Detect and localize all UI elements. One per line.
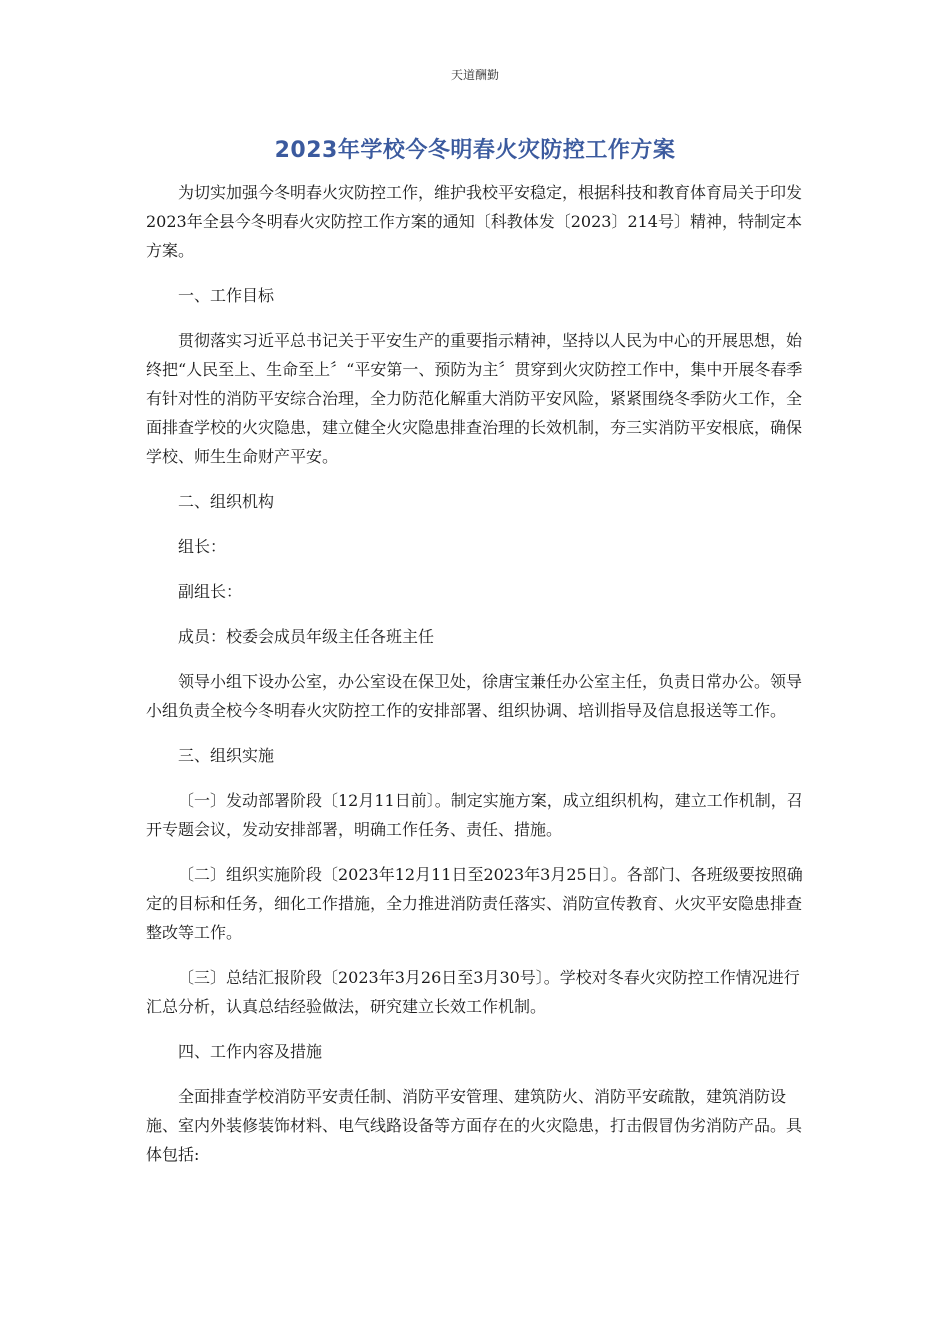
document-title: 2023年学校今冬明春火灾防控工作方案 — [274, 138, 676, 163]
section-heading-goals: 一、工作目标 — [178, 286, 275, 305]
stage-2-paragraph: 〔二〕组织实施阶段〔2023年12月11日至2023年3月25日〕。各部门、各班级要按照确定的目标和任务，细化工作措施，全力推进消防责任落实、消防宣传教育、火灾平安隐患排查整改等工作。 — [146, 865, 803, 942]
measures-paragraph: 全面排查学校消防平安责任制、消防平安管理、建筑防火、消防平安疏散，建筑消防设施、室内外装修装饰材料、电气线路设备等方面存在的火灾隐患，打击假冒伪劣消防产品。具体包括: — [146, 1087, 803, 1164]
members-line: 成员：校委会成员年级主任各班主任 — [178, 627, 435, 646]
page-header: 天道酬勤 — [450, 68, 499, 82]
section-heading-implementation: 三、组织实施 — [178, 746, 275, 765]
leader-line: 组长： — [178, 537, 227, 556]
document-body — [146, 178, 806, 1185]
stage-1-paragraph: 〔一〕发动部署阶段〔12月11日前〕。制定实施方案，成立组织机构，建立工作机制，召开专题会议，发动安排部署，明确工作任务、责任、措施。 — [146, 791, 803, 839]
stage-3-paragraph: 〔三〕总结汇报阶段〔2023年3月26日至3月30号〕。学校对冬春火灾防控工作情况进行汇总分析，认真总结经验做法，研究建立长效工作机制。 — [146, 968, 800, 1016]
intro-paragraph: 为切实加强今冬明春火灾防控工作，维护我校平安稳定，根据科技和教育体育局关于印发2023年全县今冬明春火灾防控工作方案的通知〔科教体发〔2023〕214号〕精神，特制定本方案。 — [146, 183, 803, 260]
goals-paragraph: 贯彻落实习近平总书记关于平安生产的重要指示精神，坚持以人民为中心的开展思想，始终把“人民至上、生命至上〞“平安第一、预防为主〞贯穿到火灾防控工作中，集中开展冬春季有针对性的消防平安综合治理，全力防范化解重大消防平安风险，紧紧围绕冬季防火工作，全面排查学校的火灾隐患，建立健全火灾隐患排查治理的长效机制，夯三实消防平安根底，确保学校、师生生命财产平安。 — [146, 331, 803, 466]
organization-paragraph: 领导小组下设办公室，办公室设在保卫处，徐唐宝兼任办公室主任，负责日常办公。领导小组负责全校今冬明春火灾防控工作的安排部署、组织协调、培训指导及信息报送等工作。 — [146, 672, 803, 720]
section-heading-measures: 四、工作内容及措施 — [178, 1042, 323, 1061]
section-heading-organization: 二、组织机构 — [178, 492, 275, 511]
deputy-leader-line: 副组长： — [178, 582, 243, 601]
